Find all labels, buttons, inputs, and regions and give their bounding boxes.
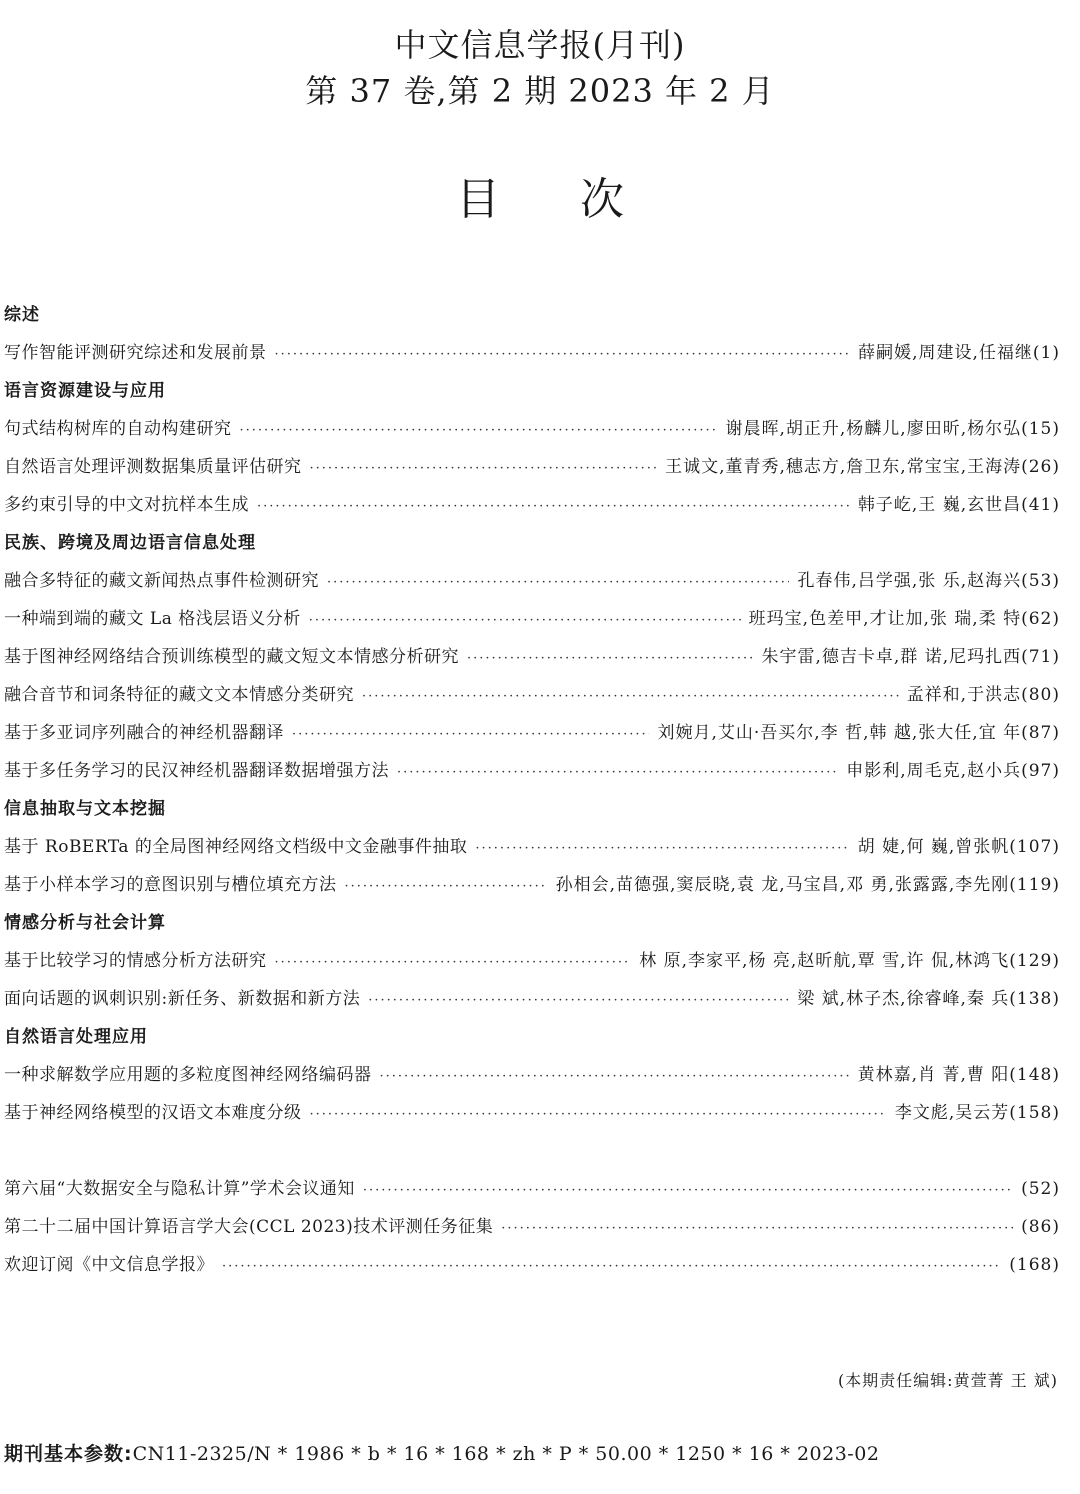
toc-entry[interactable]	[4, 866, 1060, 904]
section-title: 信息抽取与文本挖掘	[4, 799, 166, 819]
leader-dots	[345, 868, 548, 906]
responsible-editors: (本期责任编辑:黄萱菁 王 斌)	[837, 1371, 1058, 1390]
issue-line: 第 37 卷,第 2 期 2023 年 2 月	[305, 72, 775, 110]
article-authors: 朱宇雷,德吉卡卓,群 诺,尼玛扎西(71)	[761, 647, 1060, 667]
article-title: 句式结构树库的自动构建研究	[4, 419, 232, 439]
leader-dots	[380, 1058, 850, 1096]
toc-entry[interactable]	[4, 600, 1060, 638]
article-authors: 李文彪,吴云芳(158)	[894, 1103, 1060, 1123]
article-authors: 孔春伟,吕学强,张 乐,赵海兴(53)	[797, 571, 1060, 591]
leader-dots	[310, 450, 658, 488]
toc-entry[interactable]	[4, 942, 1060, 980]
leader-dots	[222, 1248, 1001, 1286]
toc-entry[interactable]	[4, 752, 1060, 790]
leader-dots	[257, 488, 850, 526]
article-authors: 薛嗣媛,周建设,任福继(1)	[858, 343, 1060, 363]
article-authors: 林 原,李家平,杨 亮,赵昕航,覃 雪,许 侃,林鸿飞(129)	[639, 951, 1060, 971]
article-authors: 王诚文,董青秀,穗志方,詹卫东,常宝宝,王海涛(26)	[665, 457, 1060, 477]
toc-entry[interactable]	[4, 410, 1060, 448]
article-title: 基于比较学习的情感分析方法研究	[4, 951, 267, 971]
article-authors: 孟祥和,于洪志(80)	[906, 685, 1060, 705]
toc-entry[interactable]	[4, 1056, 1060, 1094]
journal-title: 中文信息学报(月刊)	[394, 26, 686, 64]
section-title: 语言资源建设与应用	[4, 381, 166, 401]
notice-page: (168)	[1009, 1255, 1060, 1275]
notice-title: 第六届“大数据安全与隐私计算”学术会议通知	[4, 1179, 355, 1199]
leader-dots	[363, 1172, 1013, 1210]
leader-dots	[362, 678, 899, 716]
toc-entry[interactable]	[4, 980, 1060, 1018]
leader-dots	[275, 944, 632, 982]
notice-title: 欢迎订阅《中文信息学报》	[4, 1255, 214, 1275]
notice-entry[interactable]	[4, 1208, 1060, 1246]
article-authors: 胡 婕,何 巍,曾张帆(107)	[857, 837, 1060, 857]
table-of-contents	[4, 296, 1060, 1284]
leader-dots	[397, 754, 838, 792]
article-title: 基于 RoBERTa 的全局图神经网络文档级中文金融事件抽取	[4, 837, 468, 857]
toc-entry[interactable]	[4, 714, 1060, 752]
leader-dots	[240, 412, 718, 450]
article-title: 基于多亚词序列融合的神经机器翻译	[4, 723, 284, 743]
leader-dots	[467, 640, 753, 678]
toc-entry[interactable]	[4, 676, 1060, 714]
article-authors: 孙相会,苗德强,窦辰晓,袁 龙,马宝昌,邓 勇,张露露,李先刚(119)	[555, 875, 1060, 895]
article-title: 融合音节和词条特征的藏文文本情感分类研究	[4, 685, 354, 705]
params-label: 期刊基本参数:	[4, 1443, 133, 1465]
article-authors: 韩子屹,王 巍,玄世昌(41)	[857, 495, 1060, 515]
masthead	[0, 22, 1080, 114]
params-value: CN11-2325/N * 1986 * b * 16 * 168 * zh * P * 50.00 * 1250 * 16 * 2023-02	[132, 1443, 880, 1465]
notice-entry[interactable]	[4, 1246, 1060, 1284]
article-title: 面向话题的讽刺识别:新任务、新数据和新方法	[4, 989, 361, 1009]
toc-heading: 目次	[456, 174, 704, 225]
toc-entry[interactable]	[4, 448, 1060, 486]
spacer	[4, 1132, 1060, 1170]
article-authors: 班玛宝,色差甲,才让加,张 瑞,柔 特(62)	[748, 609, 1060, 629]
leader-dots	[475, 830, 849, 868]
leader-dots	[501, 1210, 1013, 1248]
toc-entry[interactable]	[4, 638, 1060, 676]
article-authors: 梁 斌,林子杰,徐睿峰,秦 兵(138)	[797, 989, 1060, 1009]
article-title: 自然语言处理评测数据集质量评估研究	[4, 457, 302, 477]
notice-title: 第二十二届中国计算语言学大会(CCL 2023)技术评测任务征集	[4, 1217, 494, 1237]
article-authors: 申影利,周毛克,赵小兵(97)	[846, 761, 1060, 781]
notice-page: (86)	[1021, 1217, 1060, 1237]
article-authors: 刘婉月,艾山·吾买尔,李 哲,韩 越,张大任,宜 年(87)	[657, 723, 1060, 743]
section-title: 情感分析与社会计算	[4, 913, 166, 933]
article-title: 基于小样本学习的意图识别与槽位填充方法	[4, 875, 337, 895]
toc-entry[interactable]	[4, 334, 1060, 372]
section-title: 综述	[4, 305, 40, 325]
leader-dots	[368, 982, 789, 1020]
toc-entry[interactable]	[4, 828, 1060, 866]
article-title: 基于多任务学习的民汉神经机器翻译数据增强方法	[4, 761, 389, 781]
article-authors: 黄林嘉,肖 菁,曹 阳(148)	[857, 1065, 1060, 1085]
article-authors: 谢晨晖,胡正升,杨麟儿,廖田昕,杨尔弘(15)	[725, 419, 1060, 439]
leader-dots	[310, 1096, 887, 1134]
section-title: 民族、跨境及周边语言信息处理	[4, 533, 256, 553]
article-title: 写作智能评测研究综述和发展前景	[4, 343, 267, 363]
notice-entry[interactable]	[4, 1170, 1060, 1208]
toc-entry[interactable]	[4, 486, 1060, 524]
article-title: 融合多特征的藏文新闻热点事件检测研究	[4, 571, 319, 591]
article-title: 一种求解数学应用题的多粒度图神经网络编码器	[4, 1065, 372, 1085]
article-title: 基于神经网络模型的汉语文本难度分级	[4, 1103, 302, 1123]
leader-dots	[275, 336, 851, 374]
toc-entry[interactable]	[4, 1094, 1060, 1132]
leader-dots	[309, 602, 741, 640]
article-title: 多约束引导的中文对抗样本生成	[4, 495, 249, 515]
leader-dots	[292, 716, 649, 754]
toc-entry[interactable]	[4, 562, 1060, 600]
article-title: 基于图神经网络结合预训练模型的藏文短文本情感分析研究	[4, 647, 459, 667]
leader-dots	[327, 564, 789, 602]
notice-page: (52)	[1021, 1179, 1060, 1199]
section-title: 自然语言处理应用	[4, 1027, 148, 1047]
journal-parameters	[4, 1434, 879, 1474]
article-title: 一种端到端的藏文 La 格浅层语义分析	[4, 609, 301, 629]
